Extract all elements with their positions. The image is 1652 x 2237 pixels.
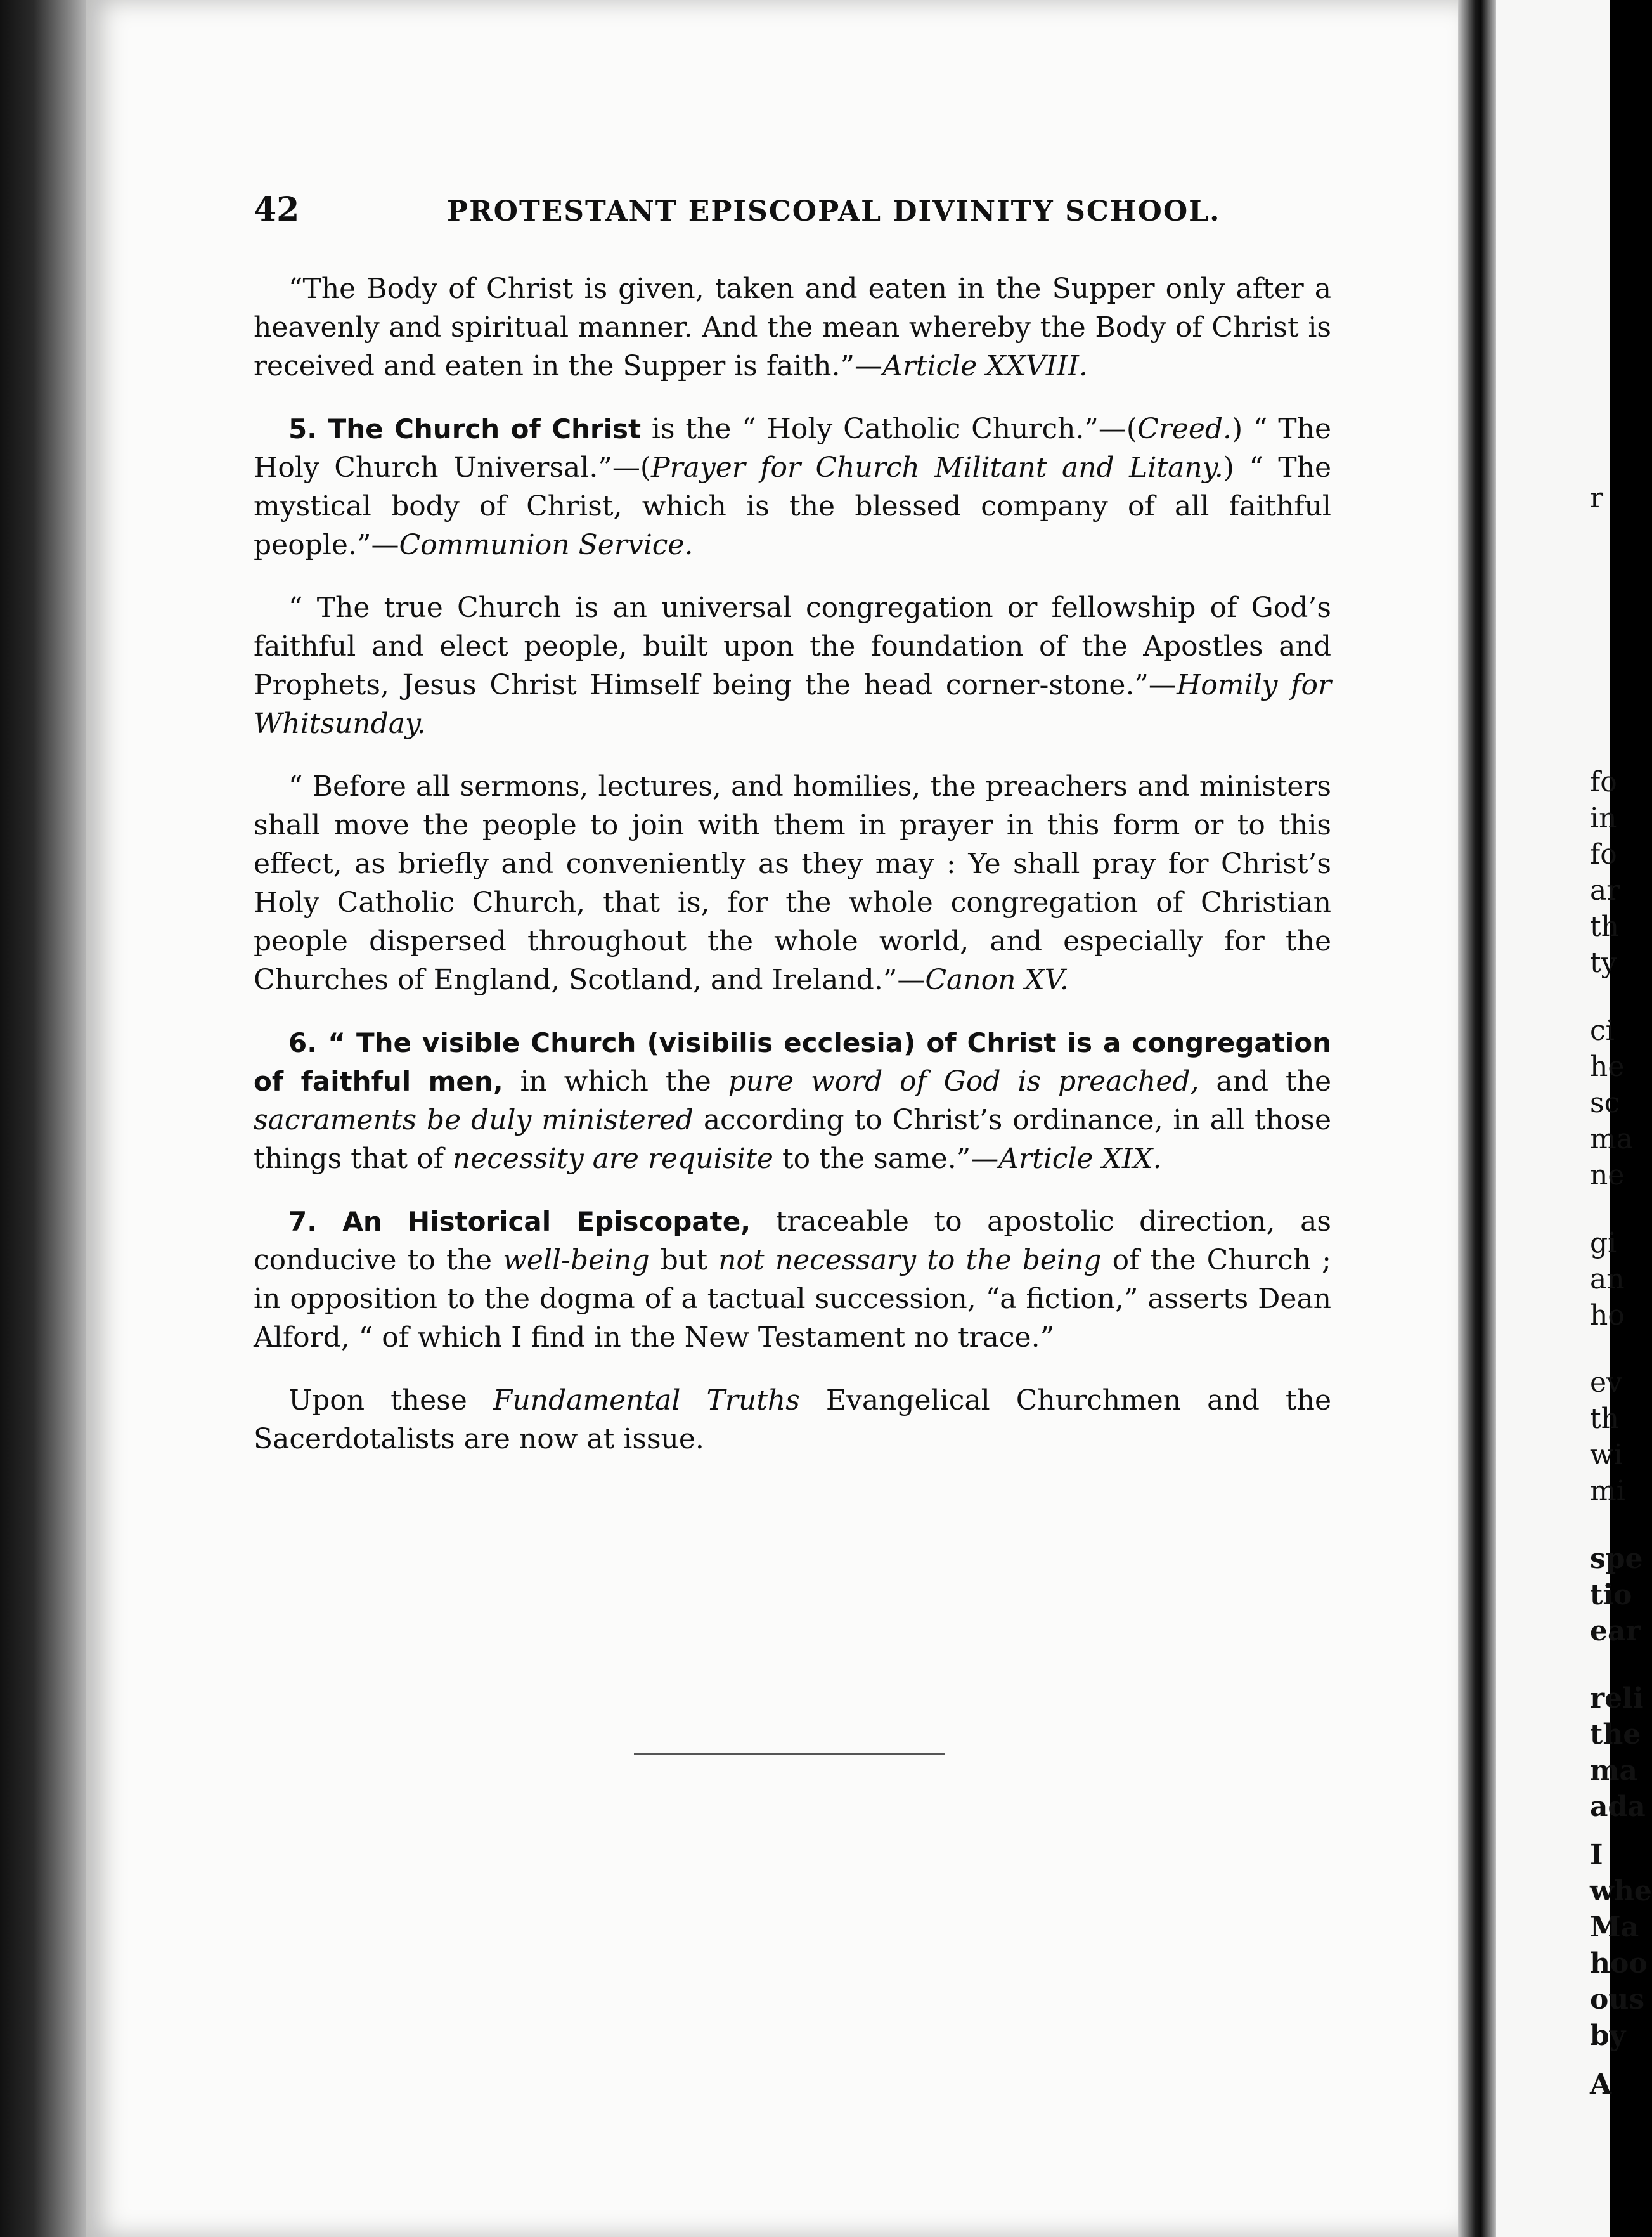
scan-left-edge <box>0 0 95 2237</box>
page-number: 42 <box>254 190 300 229</box>
citation: Creed. <box>1137 413 1232 445</box>
book-gutter <box>1458 0 1496 2237</box>
fragment: I <box>1590 1839 1603 1871</box>
paragraph-text: Upon these <box>288 1384 493 1417</box>
paragraph-article-xxviii <box>254 269 1331 386</box>
paragraph-text: to the same.”— <box>773 1143 999 1175</box>
section-lead: 5. The Church of Christ <box>288 413 642 444</box>
section-divider-rule <box>634 1753 945 1755</box>
emphasis: sacraments be duly ministered <box>254 1104 694 1136</box>
citation: Prayer for Church Militant and Litany. <box>651 451 1223 484</box>
fragment: ty <box>1590 947 1617 979</box>
paragraph-text: and the <box>1199 1065 1331 1098</box>
fragment: by <box>1590 2020 1626 2052</box>
citation: Communion Service. <box>399 529 694 561</box>
section-lead: 7. An Historical Episcopate, <box>288 1206 751 1237</box>
body-text <box>254 269 1331 1482</box>
paragraph-canon-xv <box>254 767 1331 999</box>
citation: Homily for Whitsunday. <box>254 669 1331 740</box>
fragment: fo <box>1590 766 1617 798</box>
paragraph-text: “ Before all sermons, lectures, and homilies, the preachers and ministers shall move the people to join with them in prayer in this form or to this effect, as briefly and conveniently as they may : Ye shall pray for Christ’s Holy Catholic Church, that is, for the whole congregation of Christian people dispersed throughout the whole world, and especially for the Churches of England, Scotland, and Ireland.”— <box>254 770 1331 996</box>
citation: Canon XV. <box>925 964 1069 996</box>
paragraph-text: traceable to apostolic direction, as conducive to the <box>254 1205 1331 1276</box>
fragment: Ma <box>1590 1911 1639 1943</box>
paragraph-text: ) “ The mystical body of Christ, which is the blessed company of all faithful people.”— <box>254 451 1331 561</box>
fragment: ev <box>1590 1366 1622 1399</box>
emphasis: well-being <box>503 1244 650 1276</box>
paragraph-text: ) “ The Holy Church Universal.”—( <box>254 413 1331 484</box>
fragment: r <box>1590 482 1604 514</box>
paragraph-text: in which the <box>503 1065 728 1098</box>
paragraph-visible-church <box>254 1023 1331 1178</box>
fragment: sc <box>1590 1087 1620 1119</box>
fragment: ma <box>1590 1754 1638 1787</box>
emphasis: not necessary to the being <box>718 1244 1102 1276</box>
emphasis: necessity are requisite <box>452 1143 773 1175</box>
fragment: wi <box>1590 1439 1623 1471</box>
emphasis: Fundamental Truths <box>493 1384 800 1417</box>
running-head: PROTESTANT EPISCOPAL DIVINITY SCHOOL. <box>447 195 1221 228</box>
paragraph-true-church <box>254 588 1331 743</box>
fragment: th <box>1590 1403 1620 1435</box>
fragment: A <box>1590 2068 1612 2101</box>
fragment: ma <box>1590 1123 1633 1155</box>
fragment: mi <box>1590 1475 1625 1507</box>
page-header <box>254 190 1331 241</box>
fragment: hoo <box>1590 1947 1648 1980</box>
paragraph-text: Evangelical Churchmen and the Sacerdotalists are now at issue. <box>254 1384 1331 1455</box>
fragment: ear <box>1590 1615 1641 1647</box>
fragment: whe <box>1590 1875 1652 1907</box>
paragraph-text: of the Church ; in opposition to the dogma of a tactual succession, “a fiction,” asserts Dean Alford, “ of which I find in the New Testament no trace.” <box>254 1244 1331 1354</box>
fragment: reli <box>1590 1682 1644 1715</box>
fragment: ho <box>1590 1299 1625 1332</box>
fragment: tio <box>1590 1579 1632 1611</box>
paragraph-historical-episcopate <box>254 1202 1331 1357</box>
citation: Article XIX. <box>998 1143 1162 1175</box>
paragraph-text: “The Body of Christ is given, taken and eaten in the Supper only after a heavenly and spiritual manner. And the mean whereby the Body of Christ is received and eaten in the Supper is faith.”— <box>254 273 1331 382</box>
paragraph-text: “ The true Church is an universal congregation or fellowship of God’s faithful and elect people, built upon the foundation of the Apostles and Prophets, Jesus Christ Himself being the head corner-stone.”— <box>254 592 1331 701</box>
fragment: ci <box>1590 1015 1615 1047</box>
citation: Article XXVIII. <box>882 350 1088 382</box>
paragraph-text: according to Christ’s ordinance, in all those things that of <box>254 1104 1331 1175</box>
fragment: the <box>1590 1718 1641 1751</box>
fragment: ne <box>1590 1159 1625 1191</box>
paragraph-text: but <box>649 1244 719 1276</box>
section-lead: 6. “ The visible Church (visibilis ecclesia) of Christ is a congregation of faithful men, <box>254 1027 1331 1097</box>
fragment: spe <box>1590 1543 1643 1575</box>
emphasis: pure word of God is preached, <box>728 1065 1199 1098</box>
fragment: ada <box>1590 1791 1646 1823</box>
paragraph-text: is the “ Holy Catholic Church.”—( <box>641 413 1138 445</box>
paragraph-church-of-christ <box>254 410 1331 564</box>
fragment: he <box>1590 1051 1625 1083</box>
fragment: an <box>1590 1263 1625 1295</box>
paragraph-fundamental-truths <box>254 1381 1331 1458</box>
fragment: ar <box>1590 874 1620 907</box>
fragment: gi <box>1590 1227 1617 1259</box>
fragment: th <box>1590 911 1620 943</box>
fragment: fo <box>1590 838 1617 871</box>
fragment: in <box>1590 802 1617 834</box>
fragment: ous <box>1590 1983 1645 2016</box>
